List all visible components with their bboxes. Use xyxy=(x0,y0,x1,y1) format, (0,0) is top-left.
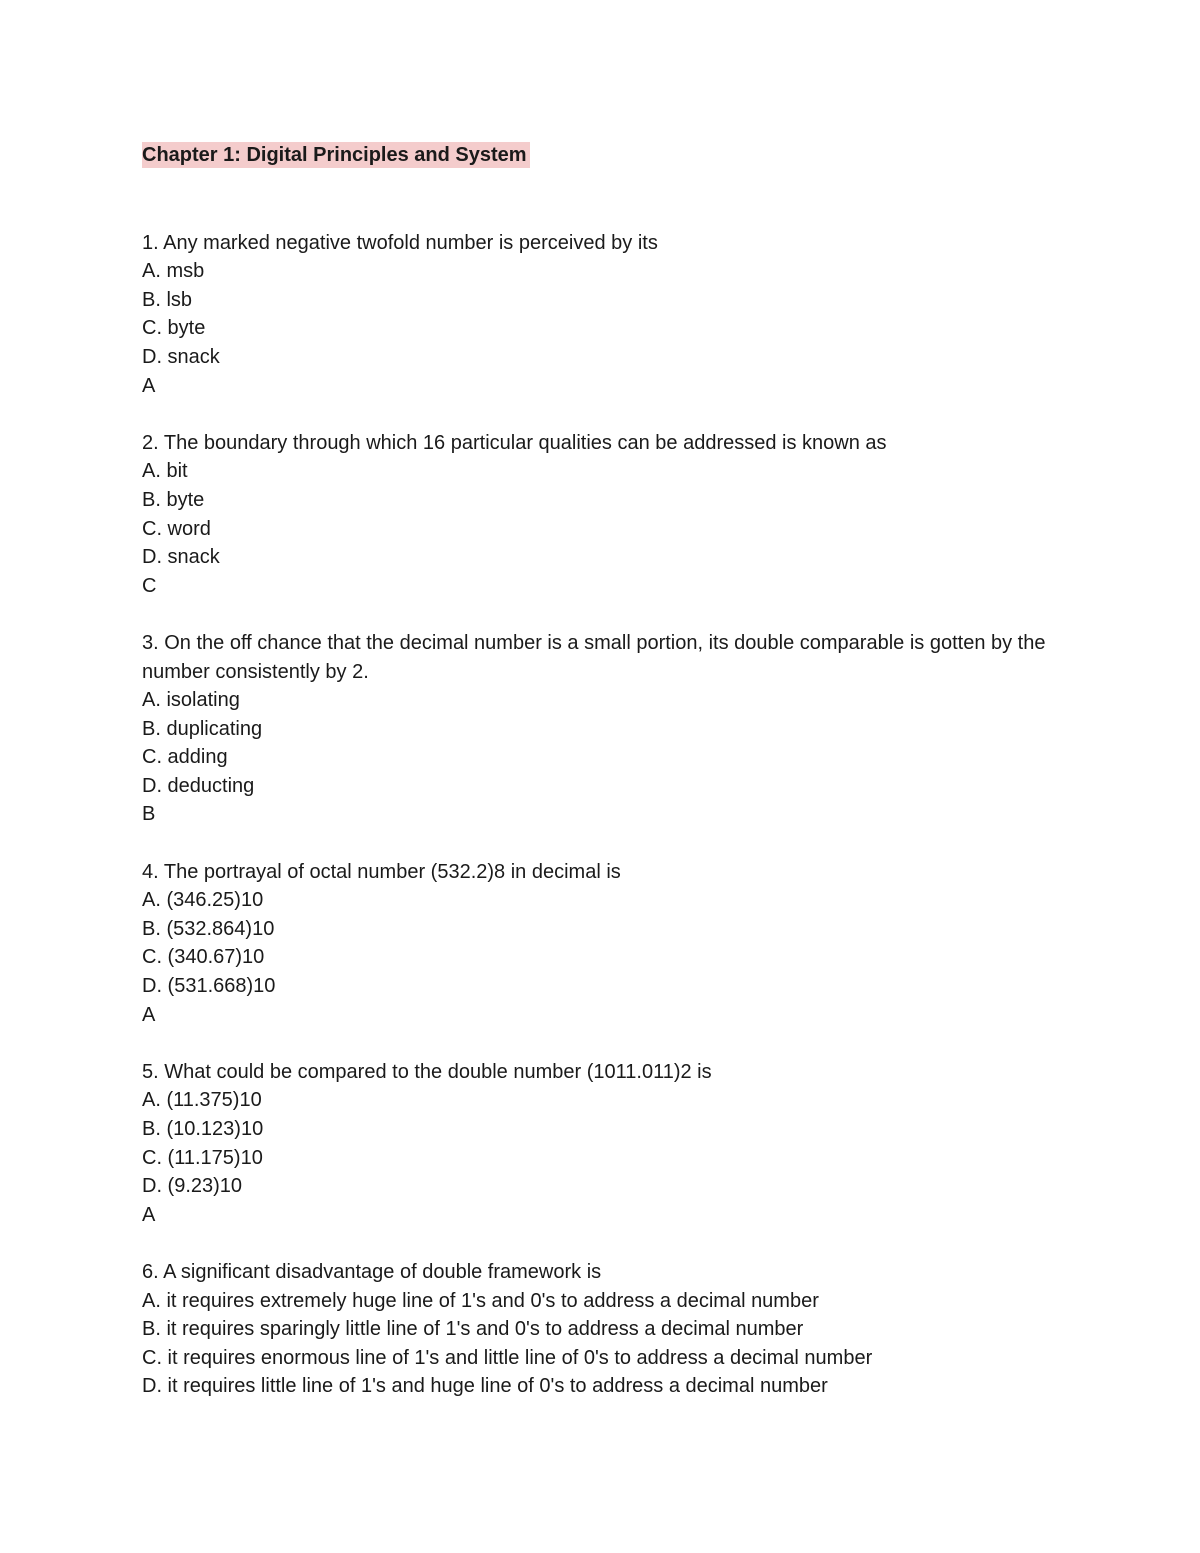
title-spacer xyxy=(142,170,1102,229)
option-c: C. adding xyxy=(142,746,228,769)
option-a: A. isolating xyxy=(142,689,240,712)
option-b: B. (10.123)10 xyxy=(142,1118,264,1140)
chapter-title: Chapter 1: Digital Principles and System xyxy=(142,142,530,168)
question-block xyxy=(142,429,1102,601)
option-a: A. (346.25)10 xyxy=(142,889,264,912)
question-block xyxy=(142,858,1102,1030)
answer-key: C xyxy=(142,574,157,597)
question-prompt: 1. Any marked negative twofold number is perceived by its xyxy=(142,231,658,254)
option-d: D. snack xyxy=(142,546,220,569)
option-a: A. msb xyxy=(142,260,205,283)
answer-key: A xyxy=(142,1003,156,1026)
option-d: D. (9.23)10 xyxy=(142,1175,243,1198)
option-b: B. lsb xyxy=(142,288,193,311)
answer-key: A xyxy=(142,1203,156,1226)
question-prompt: 6. A significant disadvantage of double framework is xyxy=(142,1260,602,1283)
question-block xyxy=(142,1258,1102,1401)
option-b: B. it requires sparingly little line of 1's and 0's to address a decimal number xyxy=(142,1318,804,1341)
option-d: D. snack xyxy=(142,345,220,368)
answer-key: B xyxy=(142,803,156,826)
question-block xyxy=(142,629,1102,829)
option-d: D. (531.668)10 xyxy=(142,975,276,998)
question-prompt: 4. The portrayal of octal number (532.2)8 in decimal is xyxy=(142,860,621,883)
option-b: B. duplicating xyxy=(142,717,263,740)
option-c: C. word xyxy=(142,517,211,540)
option-a: A. it requires extremely huge line of 1's and 0's to address a decimal number xyxy=(142,1289,819,1312)
option-d: D. it requires little line of 1's and huge line of 0's to address a decimal number xyxy=(142,1375,828,1398)
question-block xyxy=(142,1058,1102,1230)
option-d: D. deducting xyxy=(142,774,255,797)
option-a: A. (11.375)10 xyxy=(142,1089,262,1112)
answer-key: A xyxy=(142,374,156,397)
option-b: B. (532.864)10 xyxy=(142,917,275,940)
question-prompt: 5. What could be compared to the double number (1011.011)2 is xyxy=(142,1060,712,1083)
document-page xyxy=(142,141,1102,1430)
option-c: C. byte xyxy=(142,317,206,340)
option-c: C. (11.175)10 xyxy=(142,1146,263,1169)
option-b: B. byte xyxy=(142,488,205,511)
option-a: A. bit xyxy=(142,460,188,483)
question-prompt: 3. On the off chance that the decimal number is a small portion, its double comparable is gotten by the number consistently by 2. xyxy=(142,631,1052,683)
option-c: C. it requires enormous line of 1's and little line of 0's to address a decimal number xyxy=(142,1346,873,1369)
option-c: C. (340.67)10 xyxy=(142,946,265,969)
question-prompt: 2. The boundary through which 16 particular qualities can be addressed is known as xyxy=(142,431,887,454)
question-block xyxy=(142,229,1102,401)
